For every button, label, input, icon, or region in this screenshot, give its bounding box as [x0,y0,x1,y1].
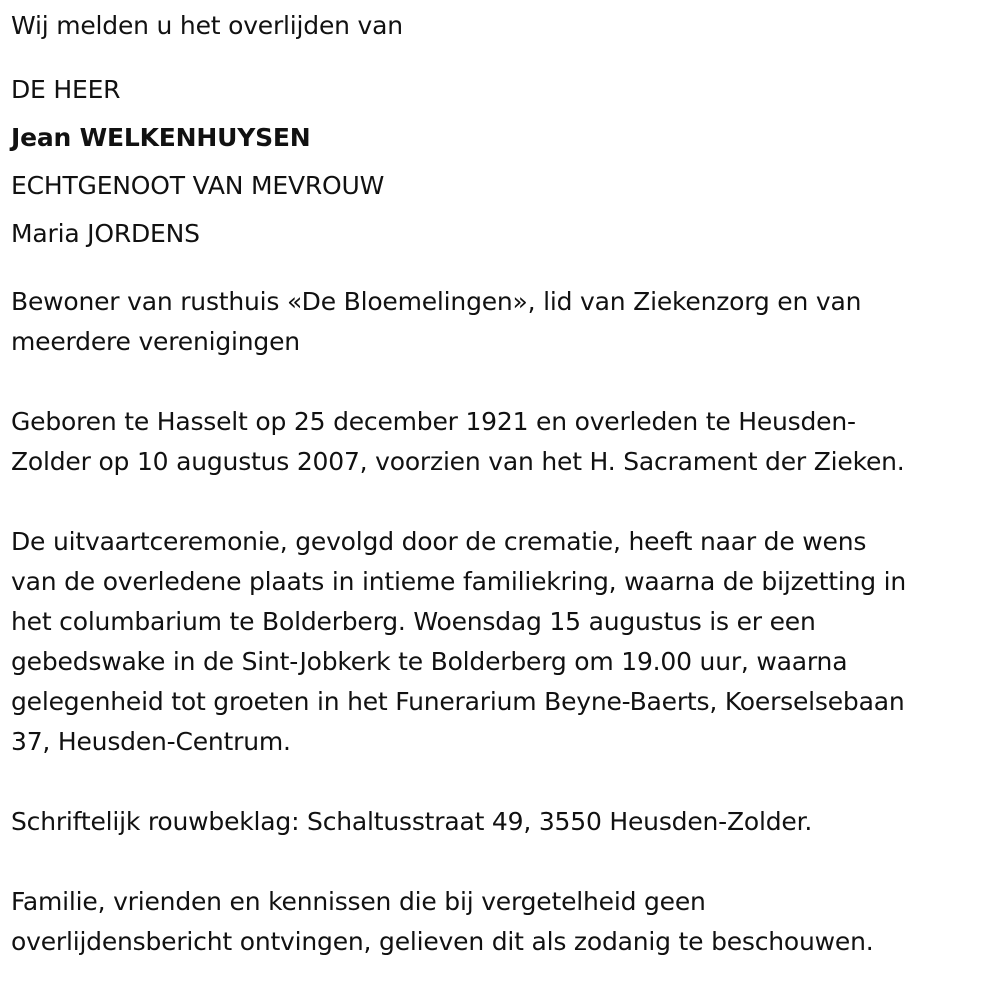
ceremony-line: De uitvaartceremonie, gevolgd door de crematie, heeft naar de wens [11,527,867,556]
ceremony-line: gelegenheid tot groeten in het Funerarium Beyne-Baerts, Koerselsebaan [11,687,905,716]
ceremony-line: gebedswake in de Sint-Jobkerk te Bolderberg om 19.00 uur, waarna [11,647,848,676]
birth-death-line: Geboren te Hasselt op 25 december 1921 en overleden te Heusden- [11,407,856,436]
residence-paragraph [11,282,1000,362]
ceremony-line: van de overledene plaats in intieme familiekring, waarna de bijzetting in [11,567,907,596]
condolences-paragraph [11,802,1000,842]
spouse-label: ECHTGENOOT VAN MEVROUW [11,171,385,200]
deceased-name: Jean WELKENHUYSEN [11,123,311,152]
closing-line: overlijdensbericht ontvingen, gelieven dit als zodanig te beschouwen. [11,927,874,956]
residence-line: meerdere verenigingen [11,327,300,356]
closing-line: Familie, vrienden en kennissen die bij vergetelheid geen [11,887,706,916]
spouse-name: Maria JORDENS [11,219,200,248]
condolences-line: Schriftelijk rouwbeklag: Schaltusstraat 49, 3550 Heusden-Zolder. [11,807,813,836]
residence-line: Bewoner van rusthuis «De Bloemelingen», lid van Ziekenzorg en van [11,287,862,316]
ceremony-paragraph [11,522,1000,762]
birth-death-paragraph [11,402,1000,482]
ceremony-line: 37, Heusden-Centrum. [11,727,291,756]
deceased-block [11,66,1000,258]
birth-death-line: Zolder op 10 augustus 2007, voorzien van het H. Sacrament der Zieken. [11,447,905,476]
ceremony-line: het columbarium te Bolderberg. Woensdag 15 augustus is er een [11,607,816,636]
salutation: DE HEER [11,75,121,104]
closing-paragraph [11,882,1000,962]
intro-text: Wij melden u het overlijden van [11,11,403,40]
intro-block [11,6,1000,46]
